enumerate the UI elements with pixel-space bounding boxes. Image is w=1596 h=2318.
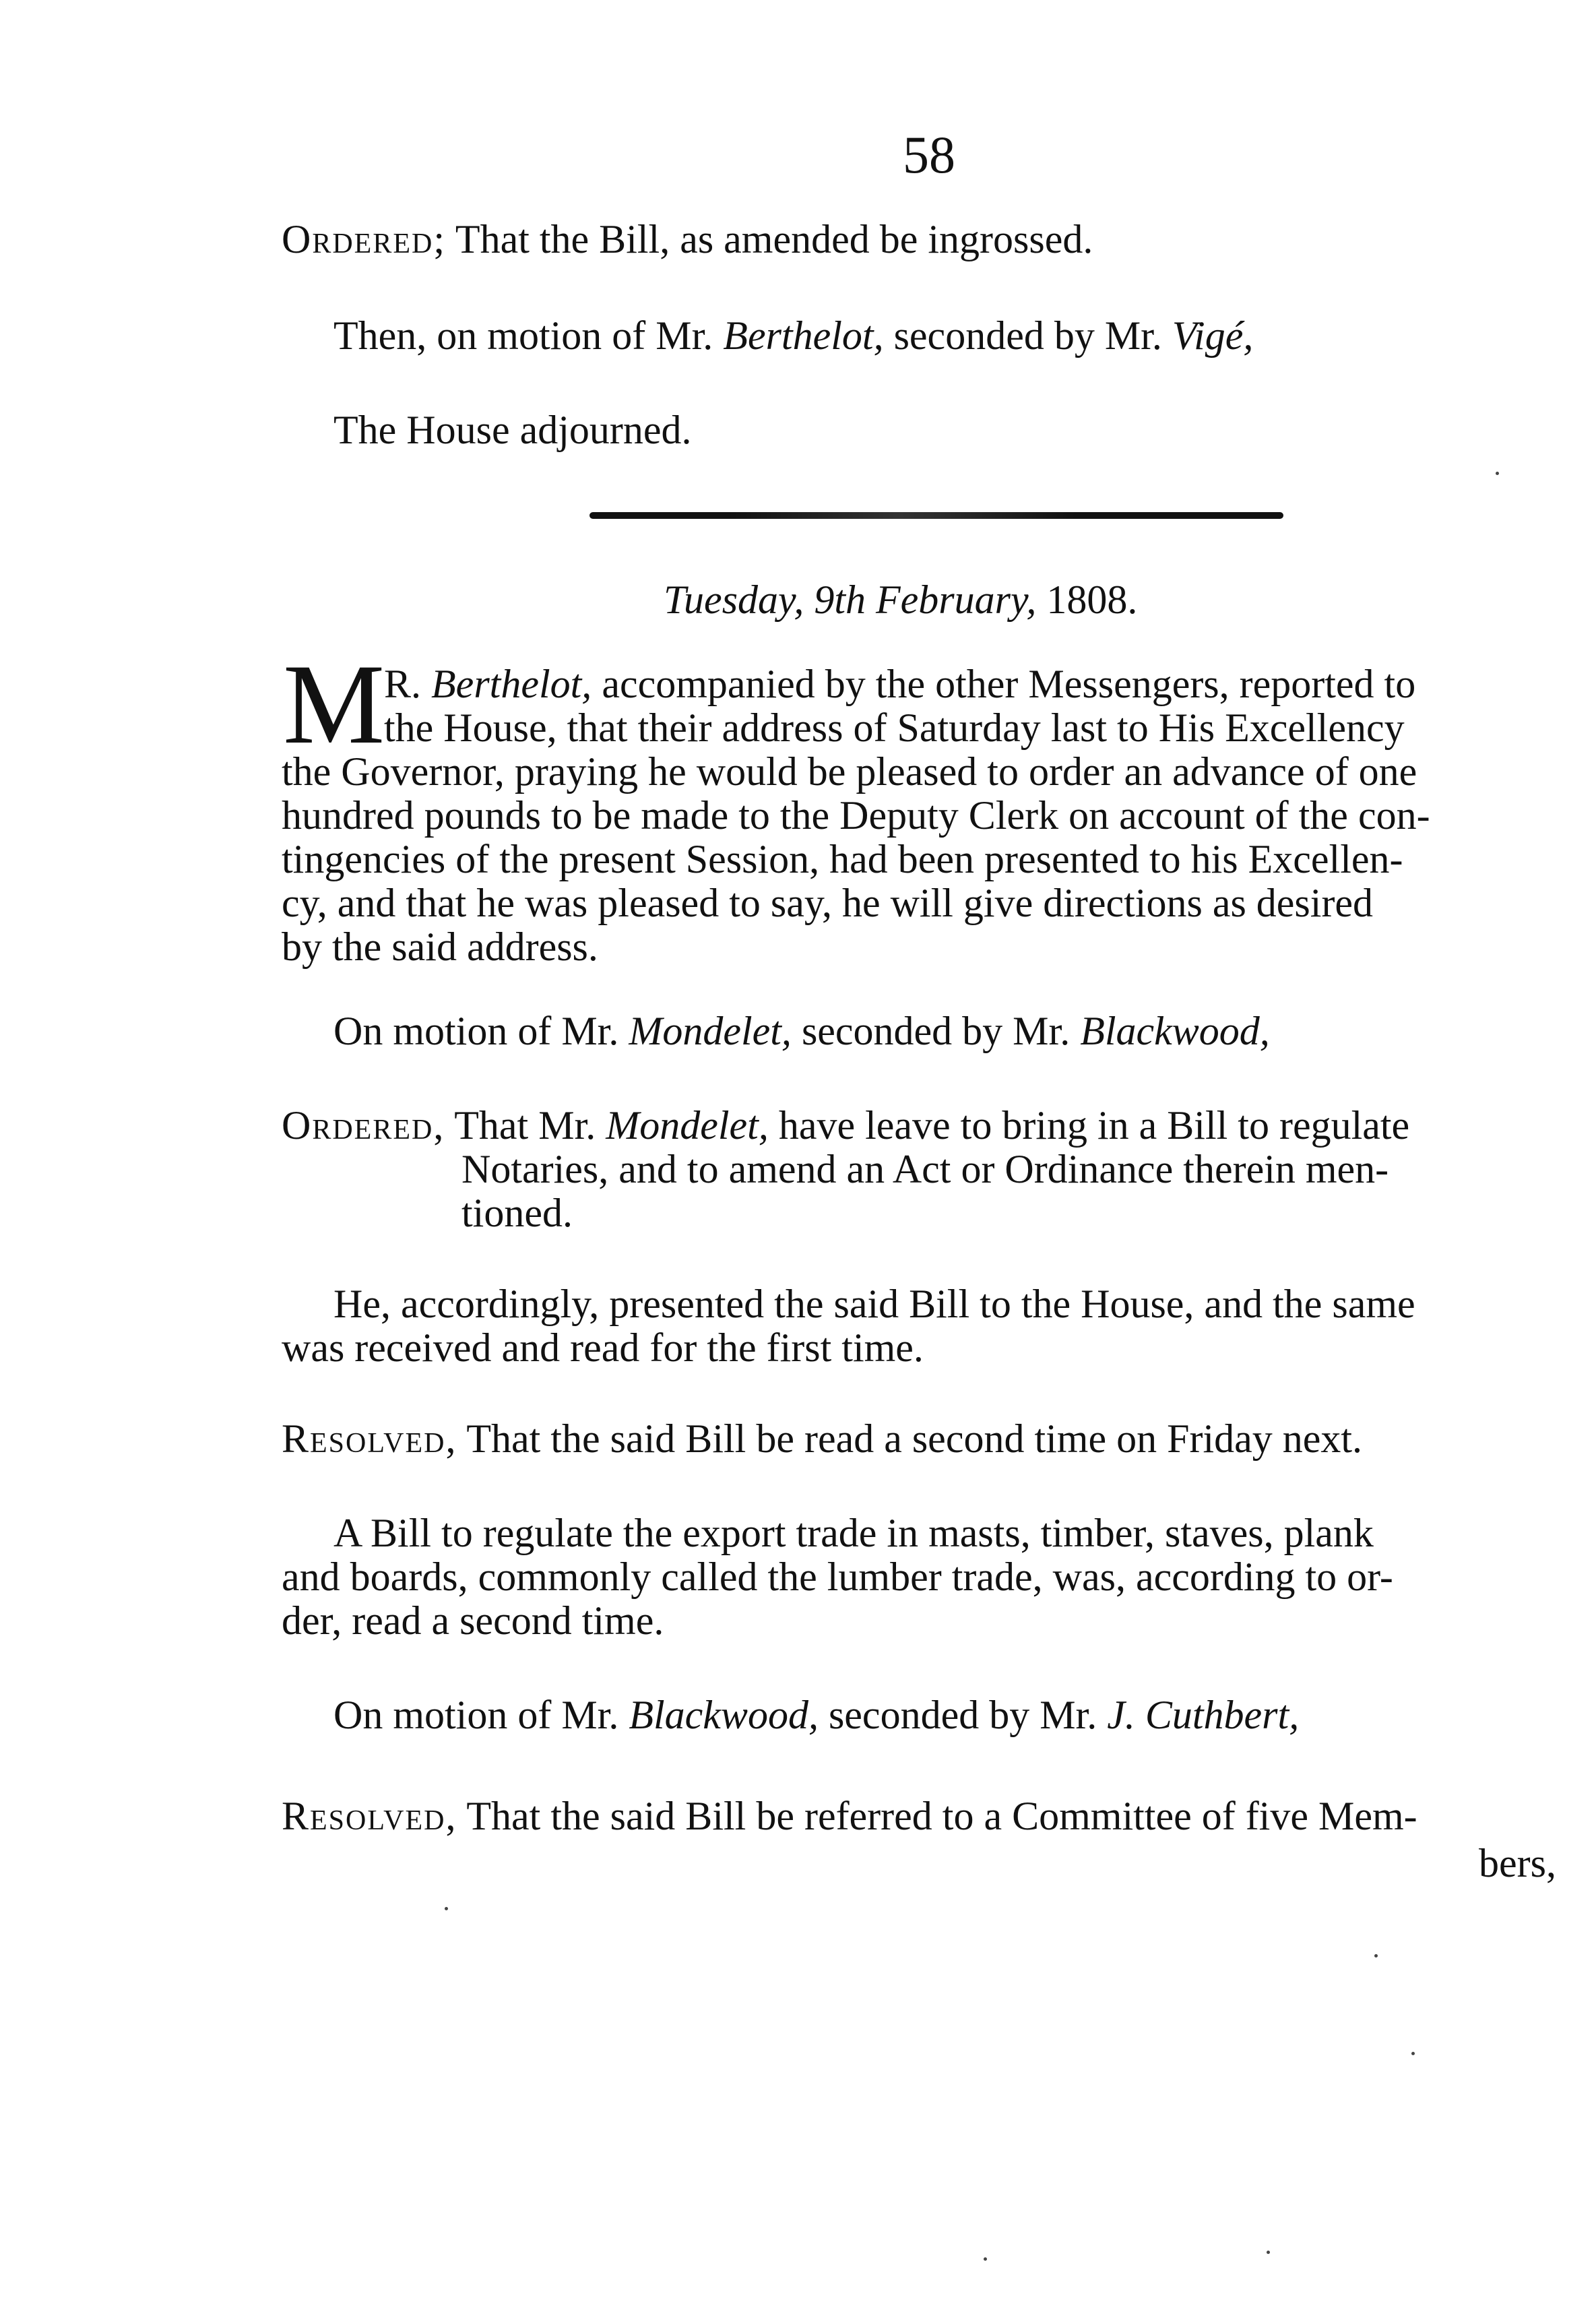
text-run: have leave to bring in a Bill to regulate [768, 1103, 1410, 1148]
resolved-lead: Resolved, [282, 1416, 457, 1461]
scan-speck [1267, 2251, 1270, 2254]
paragraph-line: the Governor, praying he would be pleased to order an advance of one [282, 749, 1417, 794]
motion-mondelet-line [333, 1011, 1270, 1051]
motion-text: On motion of Mr. [333, 1009, 629, 1053]
date-month: 9th February, [804, 577, 1037, 622]
resolved-lead: Resolved, [282, 1794, 457, 1838]
motion-text: On motion of Mr. [333, 1693, 629, 1737]
text-run: That the said Bill be referred to a Committee of five Mem- [457, 1794, 1417, 1838]
ordered-leave-line [282, 1105, 1409, 1146]
text-run: That Mr. [445, 1103, 606, 1148]
ordered-ingrossed-line [282, 219, 1093, 259]
scan-speck [984, 2257, 987, 2261]
paragraph-line: tingencies of the present Session, had been presented to his Excellen- [282, 837, 1403, 881]
resolved-second-reading-line [282, 1418, 1362, 1459]
house-adjourned-line: The House adjourned. [333, 408, 692, 452]
date-day: Tuesday, [664, 577, 804, 622]
member-name: Blackwood, [1080, 1009, 1270, 1053]
paragraph-line: A Bill to regulate the export trade in masts, timber, staves, plank [333, 1511, 1374, 1555]
date-year: 1808. [1036, 577, 1138, 622]
ordered-lead: Ordered, [282, 1103, 445, 1148]
member-name: Mondelet, [606, 1103, 769, 1148]
paragraph-line: He, accordingly, presented the said Bill to the House, and the same [333, 1282, 1415, 1326]
catchword: bers, [1479, 1841, 1556, 1885]
member-name: Mondelet, [629, 1009, 792, 1053]
page-number: 58 [903, 125, 955, 184]
resolved-committee-line [282, 1796, 1417, 1836]
text-run: accompanied by the other Messengers, reported to [592, 662, 1416, 706]
paragraph-line: the House, that their address of Saturday last to His Excellency [384, 706, 1405, 750]
member-name: Blackwood, [629, 1693, 819, 1737]
motion-blackwood-line [333, 1695, 1299, 1735]
drop-cap: M [283, 641, 385, 768]
paragraph-line: and boards, commonly called the lumber trade, was, according to or- [282, 1555, 1393, 1599]
motion-berthelot-line [333, 315, 1253, 356]
motion-text: seconded by Mr. [818, 1693, 1108, 1737]
scan-speck [1374, 1954, 1378, 1957]
paragraph-line: cy, and that he was pleased to say, he will give directions as desired [282, 881, 1374, 925]
paragraph-line [384, 664, 1415, 704]
paragraph-line: was received and read for the first time. [282, 1325, 924, 1370]
paragraph-line: hundred pounds to be made to the Deputy Clerk on account of the con- [282, 793, 1430, 838]
scan-speck [1411, 2052, 1415, 2055]
motion-text: Then, on motion of Mr. [333, 313, 724, 358]
member-name: Berthelot, [723, 313, 884, 358]
member-name: Vigé, [1172, 313, 1254, 358]
paragraph-line: by the said address. [282, 925, 598, 969]
member-name: Berthelot, [431, 662, 592, 706]
paragraph-line: der, read a second time. [282, 1598, 664, 1643]
paragraph-line: Notaries, and to amend an Act or Ordinance therein men- [461, 1147, 1389, 1191]
ordered-lead: Ordered; [282, 217, 446, 261]
motion-text: seconded by Mr. [883, 313, 1172, 358]
text-run: R. [384, 662, 432, 706]
paragraph-line: tioned. [461, 1191, 573, 1235]
member-name: J. Cuthbert, [1107, 1693, 1300, 1737]
ordered-text: That the Bill, as amended be ingrossed. [446, 217, 1093, 261]
motion-text: seconded by Mr. [791, 1009, 1081, 1053]
scan-speck [445, 1907, 448, 1910]
scan-speck [1496, 472, 1499, 475]
date-heading [664, 577, 1138, 622]
section-divider [589, 512, 1283, 519]
text-run: That the said Bill be read a second time on Friday next. [457, 1416, 1363, 1461]
